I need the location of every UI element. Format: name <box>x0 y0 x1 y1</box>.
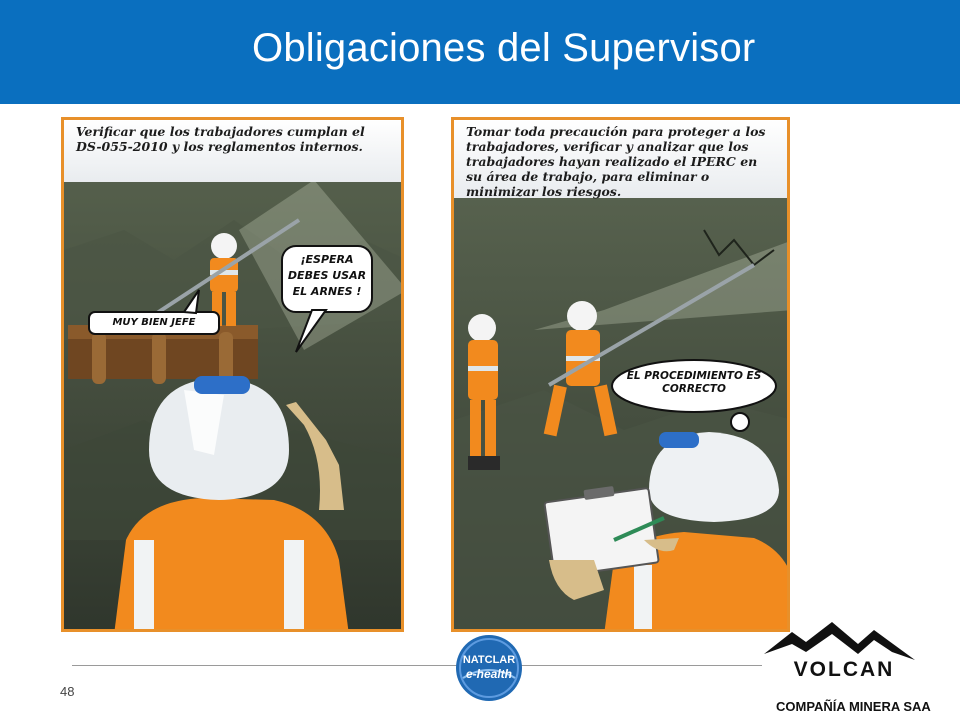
volcan-logo <box>762 616 917 684</box>
comic-panel-harness <box>61 117 404 632</box>
speech-bubble-supervisor: ¡ESPERA DEBES USAR EL ARNES ! <box>287 253 367 298</box>
company-name: COMPAÑÍA MINERA SAA <box>776 699 931 714</box>
slide-header <box>0 0 960 104</box>
natclar-logo <box>455 632 523 704</box>
comic-panel-iperc <box>451 117 790 632</box>
panel-caption: Tomar toda precaución para proteger a los trabajadores, verificar y analizar que los trabajadores hayan realizado el IPERC en su área de trabajo, para eliminar o minimizar los riesgos. <box>466 124 766 199</box>
thought-bubble-supervisor: EL PROCEDIMIENTO ES CORRECTO <box>626 370 762 395</box>
volcan-logo-word: VOLCAN <box>793 658 895 681</box>
speech-bubble-worker: MUY BIEN JEFE <box>112 317 196 328</box>
comic-illustration-harness <box>64 120 404 632</box>
panel-caption: Verificar que los trabajadores cumplan el DS-055-2010 y los reglamentos internos. <box>76 124 365 154</box>
natclar-logo-subword: e-health <box>465 667 513 681</box>
slide-title: Obligaciones del Supervisor <box>252 26 756 70</box>
footer-divider <box>72 665 762 666</box>
page-number: 48 <box>60 684 75 699</box>
natclar-logo-word: NATCLAR <box>462 654 516 666</box>
